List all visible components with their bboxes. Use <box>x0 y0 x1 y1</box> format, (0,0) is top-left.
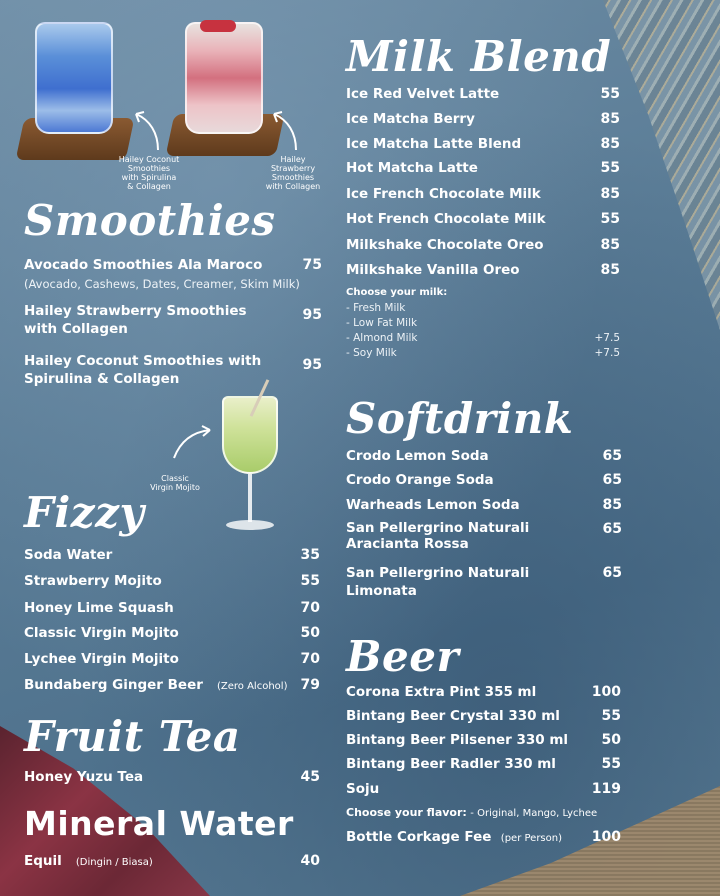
milk-choice-heading: Choose your milk: <box>346 287 448 298</box>
menu-item: Crodo Orange Soda 65 <box>346 472 622 488</box>
menu-item: Classic Virgin Mojito 50 <box>24 625 320 641</box>
menu-item: Equil (Dingin / Biasa) 40 <box>24 853 320 869</box>
menu-item: San Pellergrino Naturali Limonata 65 <box>346 565 622 599</box>
menu-item: Milkshake Vanilla Oreo 85 <box>346 262 620 278</box>
menu-item: Hailey Coconut Smoothies with Spirulina & Collagen 95 <box>24 353 322 387</box>
list-item: - Low Fat Milk <box>346 317 418 329</box>
menu-item-corkage: Bottle Corkage Fee (per Person) 100 <box>346 829 621 845</box>
menu-item: Soju 119 <box>346 781 621 797</box>
menu-item: Bintang Beer Radler 330 ml 55 <box>346 756 621 772</box>
softdrink-heading: Softdrink <box>346 394 574 443</box>
menu-item: Soda Water 35 <box>24 547 320 563</box>
list-item: - Fresh Milk <box>346 302 406 314</box>
menu-item: Milkshake Chocolate Oreo 85 <box>346 237 620 253</box>
strawberry-topping <box>200 20 236 32</box>
list-item: - Soy Milk +7.5 <box>346 347 620 359</box>
menu-item: Bundaberg Ginger Beer (Zero Alcohol) 79 <box>24 677 320 693</box>
list-item: - Almond Milk +7.5 <box>346 332 620 344</box>
menu-item: Hailey Strawberry Smoothies with Collagen 95 <box>24 303 322 337</box>
menu-item: Ice Red Velvet Latte 55 <box>346 86 620 102</box>
arrow-icon-mojito <box>170 422 214 462</box>
arrow-icon-coconut <box>128 108 164 154</box>
beer-heading: Beer <box>346 632 460 681</box>
coconut-smoothie-image <box>35 22 113 134</box>
menu-item: Ice French Chocolate Milk 85 <box>346 186 620 202</box>
menu-item: Avocado Smoothies Ala Maroco 75 <box>24 257 322 273</box>
menu-item: San Pellergrino Naturali Aracianta Rossa 65 <box>346 520 622 552</box>
fruit-tea-heading: Fruit Tea <box>24 712 241 761</box>
strawberry-smoothie-image <box>185 22 263 134</box>
menu-item: Warheads Lemon Soda 85 <box>346 497 622 513</box>
mojito-glass-image <box>222 396 278 474</box>
menu-item: Strawberry Mojito 55 <box>24 573 320 589</box>
arrow-icon-strawberry <box>268 108 304 154</box>
menu-item-note: (Avocado, Cashews, Dates, Creamer, Skim Milk) <box>24 277 300 291</box>
caption-mojito: Classic Virgin Mojito <box>150 474 200 492</box>
menu-item: Bintang Beer Crystal 330 ml 55 <box>346 708 621 724</box>
menu-item: Ice Matcha Berry 85 <box>346 111 620 127</box>
flavor-choice: Choose your flavor: - Original, Mango, Lychee <box>346 806 598 819</box>
menu-item: Hot Matcha Latte 55 <box>346 160 620 176</box>
menu-item: Crodo Lemon Soda 65 <box>346 448 622 464</box>
menu-item: Hot French Chocolate Milk 55 <box>346 211 620 227</box>
milk-blend-heading: Milk Blend <box>346 32 612 81</box>
menu-item: Lychee Virgin Mojito 70 <box>24 651 320 667</box>
mineral-water-heading: Mineral Water <box>24 804 294 843</box>
menu-item: Bintang Beer Pilsener 330 ml 50 <box>346 732 621 748</box>
mojito-glass-stem <box>248 474 252 522</box>
caption-coconut: Hailey Coconut Smoothies with Spirulina & Collagen <box>118 155 180 191</box>
menu-item: Ice Matcha Latte Blend 85 <box>346 136 620 152</box>
caption-strawberry: Hailey Strawberry Smoothies with Collagen <box>265 155 321 191</box>
fizzy-heading: Fizzy <box>24 488 145 537</box>
menu-item: Honey Lime Squash 70 <box>24 600 320 616</box>
menu-item: Corona Extra Pint 355 ml 100 <box>346 684 621 700</box>
mojito-glass-base <box>226 520 274 530</box>
smoothies-heading: Smoothies <box>24 196 276 245</box>
menu-item: Honey Yuzu Tea 45 <box>24 769 320 785</box>
